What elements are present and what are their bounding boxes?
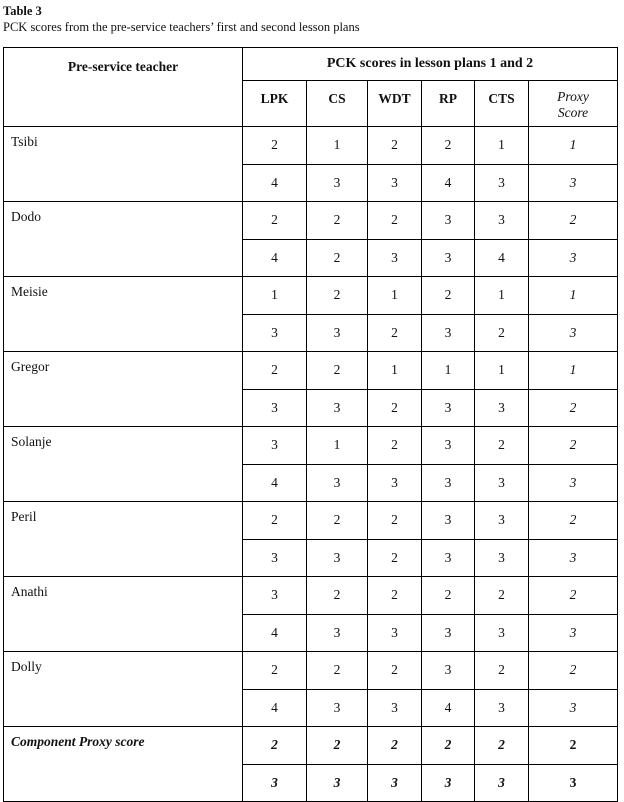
score-proxy-score: 2 xyxy=(529,202,618,240)
score-lpk: 2 xyxy=(243,202,307,240)
score-wdt: 2 xyxy=(368,652,422,690)
score-proxy-score: 3 xyxy=(529,164,618,202)
teacher-name-blank xyxy=(4,689,243,727)
score-cs: 3 xyxy=(307,539,368,577)
component-proxy-row xyxy=(4,764,618,802)
score-proxy-score: 3 xyxy=(529,614,618,652)
component-proxy-label-blank xyxy=(4,764,243,802)
score-wdt: 2 xyxy=(368,202,422,240)
component-score-cts: 2 xyxy=(475,727,529,765)
score-cs: 1 xyxy=(307,127,368,165)
component-score-cs: 2 xyxy=(307,727,368,765)
column-header-cts: CTS xyxy=(475,81,529,127)
score-lpk: 3 xyxy=(243,427,307,465)
column-header-cs: CS xyxy=(307,81,368,127)
teacher-name-blank xyxy=(4,164,243,202)
score-cts: 3 xyxy=(475,464,529,502)
teacher-name-blank xyxy=(4,239,243,277)
score-cts: 3 xyxy=(475,164,529,202)
proxy-header-line1: Proxy xyxy=(557,89,589,104)
score-wdt: 3 xyxy=(368,689,422,727)
score-lpk: 2 xyxy=(243,127,307,165)
score-cts: 2 xyxy=(475,427,529,465)
component-score-proxy-score: 2 xyxy=(529,727,618,765)
pck-scores-table xyxy=(3,47,618,802)
score-proxy-score: 3 xyxy=(529,239,618,277)
score-rp: 4 xyxy=(422,689,475,727)
table-row xyxy=(4,202,618,240)
proxy-header-line2: Score xyxy=(557,105,589,120)
component-proxy-row xyxy=(4,727,618,765)
score-cts: 3 xyxy=(475,202,529,240)
score-wdt: 2 xyxy=(368,427,422,465)
component-score-cs: 3 xyxy=(307,764,368,802)
column-header-rp: RP xyxy=(422,81,475,127)
score-lpk: 3 xyxy=(243,539,307,577)
table-row xyxy=(4,614,618,652)
score-cts: 3 xyxy=(475,539,529,577)
score-cts: 3 xyxy=(475,502,529,540)
score-cs: 3 xyxy=(307,164,368,202)
header-row-1 xyxy=(4,48,618,81)
table-row xyxy=(4,239,618,277)
teacher-name-blank xyxy=(4,464,243,502)
component-score-rp: 3 xyxy=(422,764,475,802)
score-proxy-score: 1 xyxy=(529,352,618,390)
score-cts: 3 xyxy=(475,614,529,652)
column-header-lpk: LPK xyxy=(243,81,307,127)
teacher-name: Meisie xyxy=(4,277,243,315)
score-rp: 2 xyxy=(422,127,475,165)
score-cs: 2 xyxy=(307,202,368,240)
component-score-cts: 3 xyxy=(475,764,529,802)
score-lpk: 4 xyxy=(243,239,307,277)
score-rp: 3 xyxy=(422,239,475,277)
table-row xyxy=(4,352,618,390)
teacher-column-header: Pre-service teacher xyxy=(4,48,243,127)
table-row xyxy=(4,539,618,577)
table-row xyxy=(4,577,618,615)
score-cts: 1 xyxy=(475,277,529,315)
score-cts: 3 xyxy=(475,689,529,727)
score-wdt: 2 xyxy=(368,127,422,165)
score-rp: 3 xyxy=(422,539,475,577)
score-cs: 2 xyxy=(307,652,368,690)
score-cts: 2 xyxy=(475,314,529,352)
score-proxy-score: 2 xyxy=(529,389,618,427)
component-score-wdt: 3 xyxy=(368,764,422,802)
table-label: Table 3 xyxy=(3,4,42,18)
score-rp: 3 xyxy=(422,389,475,427)
score-rp: 4 xyxy=(422,164,475,202)
score-proxy-score: 3 xyxy=(529,689,618,727)
table-row xyxy=(4,502,618,540)
score-proxy-score: 1 xyxy=(529,127,618,165)
score-cts: 3 xyxy=(475,389,529,427)
score-lpk: 4 xyxy=(243,464,307,502)
table-row xyxy=(4,689,618,727)
score-lpk: 4 xyxy=(243,689,307,727)
score-rp: 1 xyxy=(422,352,475,390)
score-proxy-score: 3 xyxy=(529,464,618,502)
teacher-name-blank xyxy=(4,539,243,577)
score-rp: 3 xyxy=(422,464,475,502)
score-wdt: 3 xyxy=(368,239,422,277)
column-header-proxy-score xyxy=(529,81,618,127)
score-wdt: 2 xyxy=(368,314,422,352)
score-wdt: 1 xyxy=(368,352,422,390)
score-lpk: 3 xyxy=(243,314,307,352)
teacher-name: Tsibi xyxy=(4,127,243,165)
table-row xyxy=(4,652,618,690)
score-lpk: 2 xyxy=(243,502,307,540)
component-score-lpk: 2 xyxy=(243,727,307,765)
score-cs: 2 xyxy=(307,239,368,277)
score-cts: 1 xyxy=(475,352,529,390)
table-row xyxy=(4,389,618,427)
teacher-name: Dolly xyxy=(4,652,243,690)
score-wdt: 3 xyxy=(368,164,422,202)
score-lpk: 2 xyxy=(243,352,307,390)
teacher-name: Anathi xyxy=(4,577,243,615)
table-row xyxy=(4,314,618,352)
table-row xyxy=(4,464,618,502)
component-score-wdt: 2 xyxy=(368,727,422,765)
score-cs: 3 xyxy=(307,314,368,352)
table-title: PCK scores from the pre-service teachers’ first and second lesson plans xyxy=(3,20,360,34)
score-cs: 2 xyxy=(307,352,368,390)
group-header: PCK scores in lesson plans 1 and 2 xyxy=(243,48,618,81)
score-lpk: 4 xyxy=(243,614,307,652)
score-rp: 3 xyxy=(422,314,475,352)
score-proxy-score: 1 xyxy=(529,277,618,315)
component-proxy-label: Component Proxy score xyxy=(4,727,243,765)
component-score-rp: 2 xyxy=(422,727,475,765)
teacher-name: Solanje xyxy=(4,427,243,465)
component-score-proxy-score: 3 xyxy=(529,764,618,802)
table-body xyxy=(4,127,618,802)
score-cs: 3 xyxy=(307,464,368,502)
score-proxy-score: 3 xyxy=(529,314,618,352)
score-rp: 2 xyxy=(422,277,475,315)
score-rp: 3 xyxy=(422,614,475,652)
score-cs: 3 xyxy=(307,689,368,727)
teacher-name: Peril xyxy=(4,502,243,540)
score-cs: 2 xyxy=(307,277,368,315)
component-score-lpk: 3 xyxy=(243,764,307,802)
score-cts: 1 xyxy=(475,127,529,165)
score-wdt: 2 xyxy=(368,577,422,615)
table-row xyxy=(4,164,618,202)
score-cs: 1 xyxy=(307,427,368,465)
score-cs: 3 xyxy=(307,389,368,427)
teacher-name-blank xyxy=(4,614,243,652)
score-cts: 2 xyxy=(475,652,529,690)
teacher-name: Gregor xyxy=(4,352,243,390)
table-row xyxy=(4,277,618,315)
score-cts: 4 xyxy=(475,239,529,277)
score-proxy-score: 2 xyxy=(529,427,618,465)
table-row xyxy=(4,427,618,465)
score-rp: 3 xyxy=(422,502,475,540)
score-rp: 3 xyxy=(422,202,475,240)
score-cs: 2 xyxy=(307,577,368,615)
score-cs: 2 xyxy=(307,502,368,540)
score-wdt: 3 xyxy=(368,614,422,652)
table-row xyxy=(4,127,618,165)
score-lpk: 2 xyxy=(243,652,307,690)
score-rp: 3 xyxy=(422,652,475,690)
score-cts: 2 xyxy=(475,577,529,615)
score-rp: 2 xyxy=(422,577,475,615)
score-proxy-score: 2 xyxy=(529,652,618,690)
score-wdt: 1 xyxy=(368,277,422,315)
score-lpk: 3 xyxy=(243,577,307,615)
score-lpk: 1 xyxy=(243,277,307,315)
score-proxy-score: 2 xyxy=(529,577,618,615)
teacher-name: Dodo xyxy=(4,202,243,240)
score-wdt: 2 xyxy=(368,539,422,577)
column-header-wdt: WDT xyxy=(368,81,422,127)
score-proxy-score: 2 xyxy=(529,502,618,540)
score-wdt: 3 xyxy=(368,464,422,502)
score-wdt: 2 xyxy=(368,502,422,540)
score-lpk: 3 xyxy=(243,389,307,427)
score-cs: 3 xyxy=(307,614,368,652)
score-lpk: 4 xyxy=(243,164,307,202)
teacher-name-blank xyxy=(4,389,243,427)
score-rp: 3 xyxy=(422,427,475,465)
score-proxy-score: 3 xyxy=(529,539,618,577)
teacher-name-blank xyxy=(4,314,243,352)
table-caption xyxy=(3,3,360,35)
score-wdt: 2 xyxy=(368,389,422,427)
